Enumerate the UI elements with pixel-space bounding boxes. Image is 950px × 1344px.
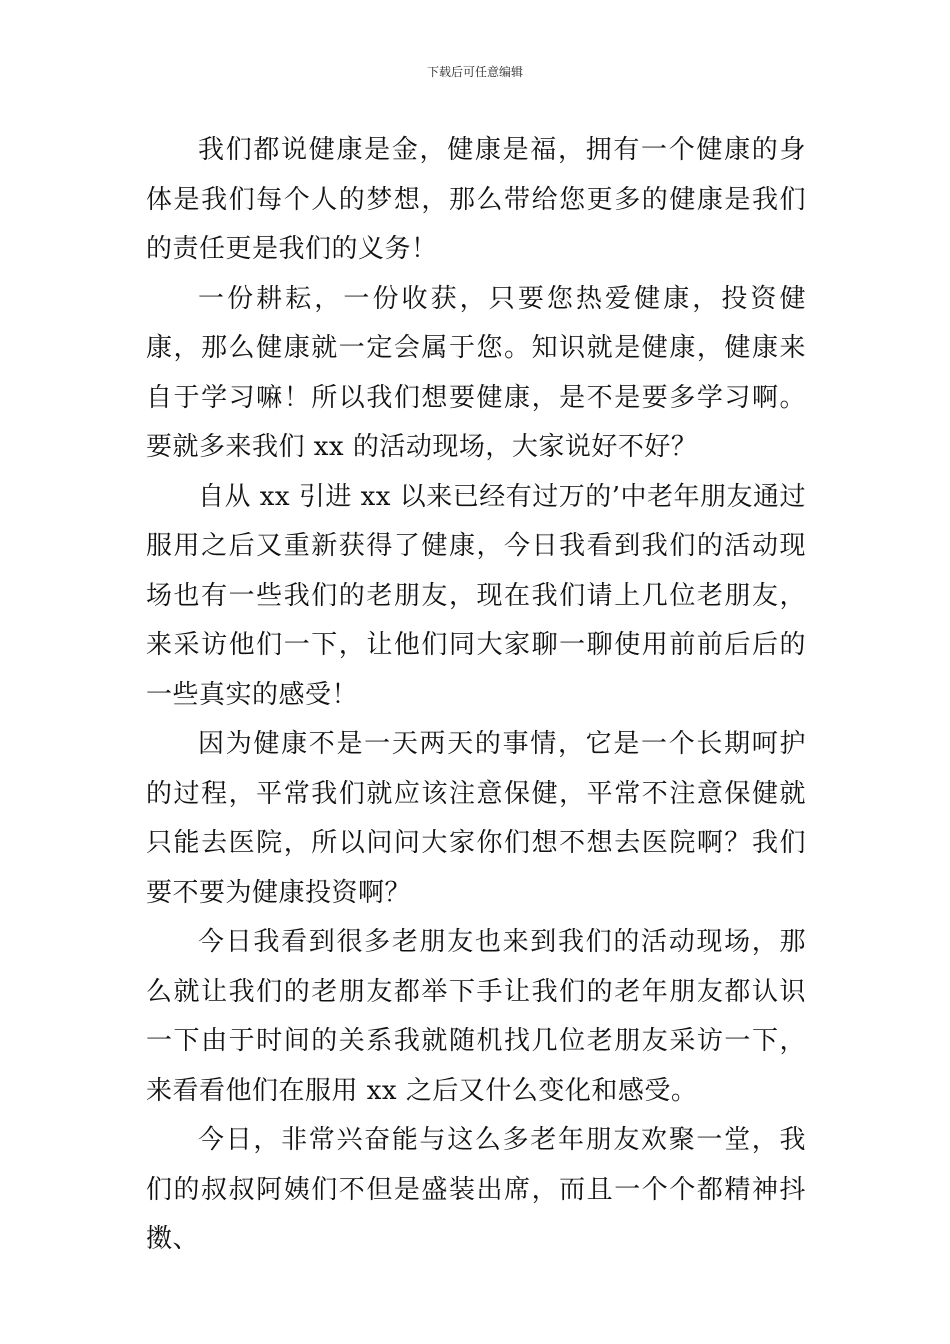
paragraph-4: 因为健康不是一天两天的事情，它是一个长期呵护的过程，平常我们就应该注意保健，平常不注意保健就只能去医院，所以问问大家你们想不想去医院啊？我们要不要为健康投资啊？ xyxy=(146,729,806,908)
paragraph-3: 自从 xx 引进 xx 以来已经有过万的’中老年朋友通过服用之后又重新获得了健康，今日我看到我们的活动现场也有一些我们的老朋友，现在我们请上几位老朋友，来采访他们一下，让他们同大家聊一聊使用前前后后的一些真实的感受！ xyxy=(146,481,806,710)
paragraph-2: 一份耕耘，一份收获，只要您热爱健康，投资健康，那么健康就一定会属于您。知识就是健康，健康来自于学习嘛！所以我们想要健康，是不是要多学习啊。要就多来我们 xx 的活动现场，大家说好不好？ xyxy=(146,283,806,462)
paragraph-1: 我们都说健康是金，健康是福，拥有一个健康的身体是我们每个人的梦想，那么带给您更多的健康是我们的责任更是我们的义务！ xyxy=(146,135,806,264)
paragraph-5: 今日我看到很多老朋友也来到我们的活动现场，那么就让我们的老朋友都举下手让我们的老年朋友都认识一下由于时间的关系我就随机找几位老朋友采访一下，来看看他们在服用 xx 之后又什么变化和感受。 xyxy=(146,927,806,1106)
page-header-note: 下载后可任意编辑 xyxy=(426,65,523,79)
document-body xyxy=(146,126,806,1265)
paragraph-6: 今日，非常兴奋能与这么多老年朋友欢聚一堂，我们的叔叔阿姨们不但是盛装出席，而且一个个都精神抖擞、 xyxy=(146,1125,806,1254)
